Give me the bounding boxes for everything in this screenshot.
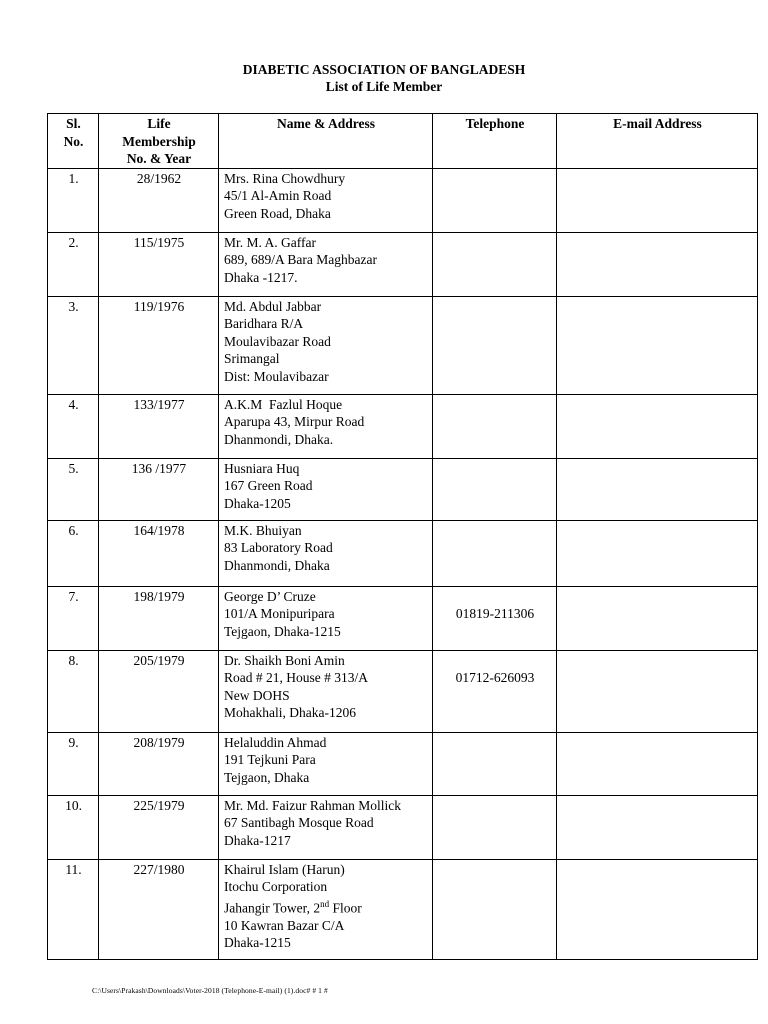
- membership-cell: 164/1978: [99, 520, 219, 586]
- name-address-cell: Khairul Islam (Harun) Itochu Corporation Jahangir Tower, 2nd Floor 10 Kawran Bazar C/A Dhaka-1215: [219, 859, 433, 959]
- telephone-cell: [433, 296, 557, 394]
- telephone-cell: [433, 458, 557, 520]
- sl-cell: 9.: [48, 732, 99, 795]
- sl-cell: 10.: [48, 795, 99, 859]
- table-row: [48, 168, 758, 232]
- membership-cell: 28/1962: [99, 168, 219, 232]
- table-row: [48, 394, 758, 458]
- membership-cell: 136 /1977: [99, 458, 219, 520]
- sl-cell: 2.: [48, 232, 99, 296]
- table-row: [48, 859, 758, 959]
- sl-cell: 11.: [48, 859, 99, 959]
- name-address-cell: Husniara Huq 167 Green Road Dhaka-1205: [219, 458, 433, 520]
- table-row: [48, 458, 758, 520]
- membership-cell: 119/1976: [99, 296, 219, 394]
- email-cell: [557, 232, 758, 296]
- telephone-cell: 01819-211306: [433, 586, 557, 650]
- sl-cell: 3.: [48, 296, 99, 394]
- name-address-cell: Mrs. Rina Chowdhury 45/1 Al-Amin Road Green Road, Dhaka: [219, 168, 433, 232]
- column-header-telephone: Telephone: [433, 114, 557, 169]
- name-address-cell: George D’ Cruze 101/A Monipuripara Tejgaon, Dhaka-1215: [219, 586, 433, 650]
- sl-cell: 5.: [48, 458, 99, 520]
- telephone-cell: [433, 520, 557, 586]
- telephone-cell: [433, 394, 557, 458]
- table-row: [48, 732, 758, 795]
- column-header-email: E-mail Address: [557, 114, 758, 169]
- name-address-cell: Dr. Shaikh Boni Amin Road # 21, House # 313/A New DOHS Mohakhali, Dhaka-1206: [219, 650, 433, 732]
- email-cell: [557, 795, 758, 859]
- telephone-cell: [433, 168, 557, 232]
- sl-cell: 8.: [48, 650, 99, 732]
- name-address-cell: A.K.M Fazlul Hoque Aparupa 43, Mirpur Road Dhanmondi, Dhaka.: [219, 394, 433, 458]
- membership-cell: 208/1979: [99, 732, 219, 795]
- email-cell: [557, 168, 758, 232]
- sl-cell: 1.: [48, 168, 99, 232]
- telephone-cell: [433, 795, 557, 859]
- telephone-cell: 01712-626093: [433, 650, 557, 732]
- column-header-sl: Sl. No.: [48, 114, 99, 169]
- name-address-cell: Md. Abdul Jabbar Baridhara R/A Moulavibazar Road Srimangal Dist: Moulavibazar: [219, 296, 433, 394]
- telephone-cell: [433, 732, 557, 795]
- email-cell: [557, 586, 758, 650]
- life-member-table: [47, 113, 758, 960]
- table-row: [48, 795, 758, 859]
- membership-cell: 198/1979: [99, 586, 219, 650]
- membership-cell: 115/1975: [99, 232, 219, 296]
- membership-cell: 225/1979: [99, 795, 219, 859]
- email-cell: [557, 394, 758, 458]
- column-header-name-address: Name & Address: [219, 114, 433, 169]
- membership-cell: 227/1980: [99, 859, 219, 959]
- table-header-row: [48, 114, 758, 169]
- membership-cell: 205/1979: [99, 650, 219, 732]
- table-row: [48, 520, 758, 586]
- table-row: [48, 650, 758, 732]
- email-cell: [557, 520, 758, 586]
- telephone-cell: [433, 232, 557, 296]
- table-row: [48, 586, 758, 650]
- document-subtitle: List of Life Member: [325, 79, 443, 94]
- email-cell: [557, 650, 758, 732]
- email-cell: [557, 296, 758, 394]
- column-header-membership: Life Membership No. & Year: [99, 114, 219, 169]
- table-row: [48, 296, 758, 394]
- name-address-cell: M.K. Bhuiyan 83 Laboratory Road Dhanmondi, Dhaka: [219, 520, 433, 586]
- document-title: DIABETIC ASSOCIATION OF BANGLADESH: [242, 62, 526, 77]
- footer-file-path: C:\Users\Prakash\Downloads\Voter-2018 (Telephone-E-mail) (1).doc# # 1 #: [92, 986, 328, 995]
- name-address-cell: Helaluddin Ahmad 191 Tejkuni Para Tejgaon, Dhaka: [219, 732, 433, 795]
- sl-cell: 7.: [48, 586, 99, 650]
- email-cell: [557, 732, 758, 795]
- email-cell: [557, 458, 758, 520]
- name-address-cell: Mr. M. A. Gaffar 689, 689/A Bara Maghbazar Dhaka -1217.: [219, 232, 433, 296]
- membership-cell: 133/1977: [99, 394, 219, 458]
- name-address-cell: Mr. Md. Faizur Rahman Mollick 67 Santibagh Mosque Road Dhaka-1217: [219, 795, 433, 859]
- email-cell: [557, 859, 758, 959]
- telephone-cell: [433, 859, 557, 959]
- table-row: [48, 232, 758, 296]
- sl-cell: 6.: [48, 520, 99, 586]
- sl-cell: 4.: [48, 394, 99, 458]
